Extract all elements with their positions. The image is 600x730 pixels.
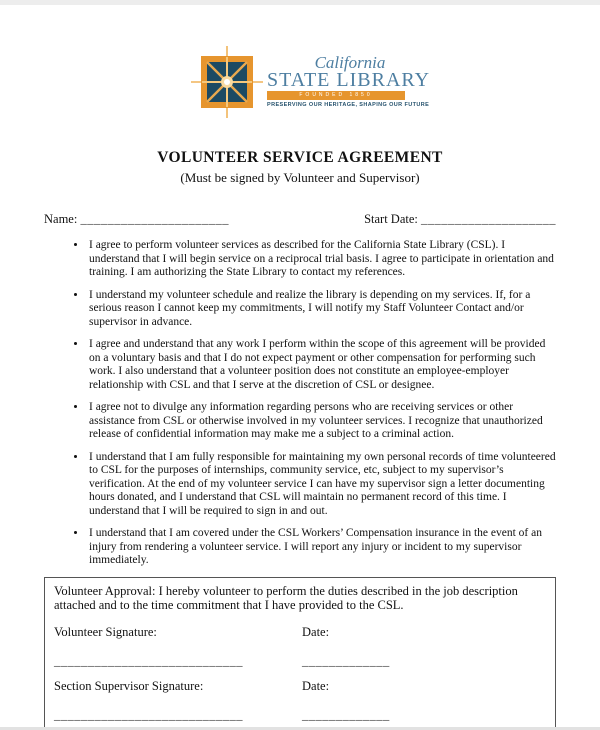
document-body: [0, 212, 600, 730]
page-subtitle: (Must be signed by Volunteer and Supervisor): [180, 170, 420, 185]
volunteer-signature-lines: [54, 654, 546, 668]
start-date-input-line[interactable]: ____________________: [421, 212, 556, 226]
agreement-bullet-list: [44, 239, 556, 568]
bullet-voluntary-basis: • I agree and understand that any work I perform within the scope of this agreement will be provided on a voluntary basis and that I do not expect payment or other compensation for performing such work. I also understand that a volunteer position does not constitute an employee-employer relationship with CSL and that I serve at the discretion of CSL or designee.: [87, 338, 556, 392]
page-title: VOLUNTEER SERVICE AGREEMENT: [157, 149, 443, 166]
volunteer-signature-label: Volunteer Signature:: [54, 624, 157, 639]
logo-tagline: PRESERVING OUR HERITAGE, SHAPING OUR FUTURE: [267, 102, 430, 108]
logo-text-block: [267, 53, 431, 109]
date-label: Date:: [302, 678, 330, 693]
name-input-line[interactable]: ______________________: [80, 212, 229, 226]
bullet-schedule: • I understand my volunteer schedule and realize the library is depending on my services. If, for a serious reason I cannot keep my commitments, I will notify my Staff Volunteer Contact and/or supervisor in advance.: [87, 289, 556, 330]
bullet-workers-comp: • I understand that I am covered under the CSL Workers’ Compensation insurance in the event of an injury from rendering a volunteer service. I will report any injury or incident to my supervisor immediately.: [87, 527, 556, 568]
bullet-records: • I understand that I am fully responsible for maintaining my own personal records of time volunteered to CSL for the purposes of internships, community service, etc, subject to my supervisor’s verification. At the end of my volunteer service I can have my supervisor sign a letter documenting hours donated, and I understand that CSL will maintain no permanent record of this time. I understand that I will be required to sign in and out.: [87, 451, 556, 519]
start-date-label: Start Date:: [364, 212, 418, 226]
name-date-row: [44, 212, 556, 227]
csl-logo: [0, 43, 600, 121]
supervisor-signature-lines: [54, 708, 546, 722]
supervisor-signature-row: [54, 679, 546, 693]
volunteer-signature-input-line[interactable]: ____________________________: [54, 653, 243, 668]
name-field: [44, 212, 229, 227]
supervisor-signature-label: Section Supervisor Signature:: [54, 678, 204, 693]
star-emblem-icon: [195, 50, 259, 114]
bullet-perform-services: • I agree to perform volunteer services as described for the California State Library (CSL). I understand that I will begin service on a reciprocal trial basis. I agree to participate in orientation and training. I am authorizing the State Library to contact my references.: [87, 239, 556, 280]
bullet-confidentiality: • I agree not to divulge any information regarding persons who are receiving services or other assistance from CSL or otherwise involved in my volunteer services. I recognize that unauthorized release of confidential information may make me a subject to a criminal action.: [87, 401, 556, 442]
logo-state-library: STATE LIBRARY: [267, 69, 431, 91]
logo-script-california: California: [314, 53, 386, 72]
supervisor-signature-input-line[interactable]: ____________________________: [54, 707, 243, 722]
supervisor-date-input-line[interactable]: _____________: [302, 707, 390, 722]
volunteer-signature-row: [54, 625, 546, 639]
name-label: Name:: [44, 212, 78, 226]
volunteer-approval-box: [44, 577, 556, 730]
logo-founded-banner: FOUNDED 1850: [267, 91, 405, 100]
volunteer-date-input-line[interactable]: _____________: [302, 653, 390, 668]
start-date-field: [364, 212, 556, 227]
approval-statement: Volunteer Approval: I hereby volunteer to perform the duties described in the job description attached and to the time commitment that I have provided to the CSL.: [54, 583, 518, 612]
date-label: Date:: [302, 624, 330, 639]
